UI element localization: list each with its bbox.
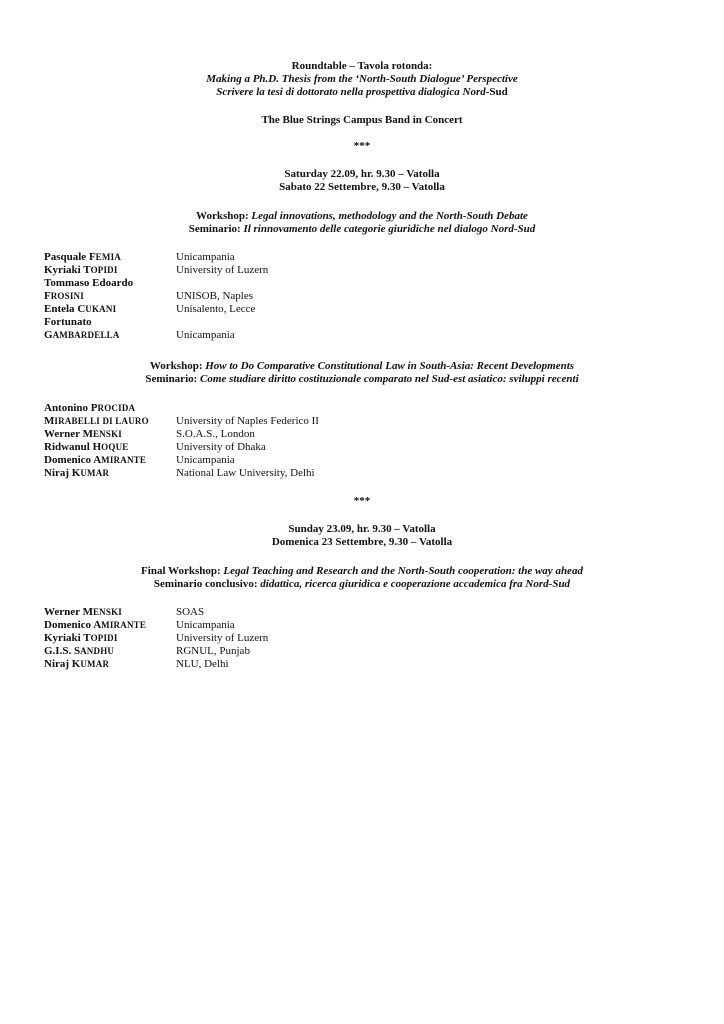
participant-first-name: Tommaso Edoardo — [44, 277, 134, 289]
participant-first-name: Domenico — [44, 619, 94, 631]
participant-affiliation: Unisalento, Lecce — [176, 303, 256, 315]
workshop2-title-it-line — [0, 373, 724, 386]
workshop3-title-en: Legal Teaching and Research and the North-South cooperation: the way ahead — [223, 565, 583, 577]
separator-2-text: *** — [353, 495, 371, 507]
participant-first-name: Domenico — [44, 454, 94, 466]
participant-surname-initial: A — [93, 454, 102, 466]
participant-affiliation: RGNUL, Punjab — [176, 645, 250, 657]
participant-surname-initial: A — [93, 619, 102, 631]
participant-surname-initial: F — [88, 251, 96, 263]
participant-name — [44, 402, 135, 415]
saturday-date-en: Saturday 22.09, hr. 9.30 – Vatolla — [284, 168, 440, 180]
participant-surname-rest: ROSINI — [50, 291, 84, 301]
participant-affiliation: University of Dhaka — [176, 441, 266, 453]
participant-affiliation: Unicampania — [176, 329, 235, 341]
participant-surname-initial: S — [73, 645, 81, 657]
roundtable-block — [0, 60, 724, 99]
participant-name — [44, 632, 118, 645]
participant-name — [44, 619, 146, 632]
participant-affiliation: NLU, Delhi — [176, 658, 229, 670]
participant-first-name: Entela — [44, 303, 78, 315]
participant-name — [44, 277, 133, 290]
workshop3-heading — [0, 565, 724, 591]
participant-affiliation: Unicampania — [176, 251, 235, 263]
workshop1-label-en: Workshop: — [196, 210, 252, 222]
saturday-block — [0, 168, 724, 194]
workshop3-label-it: Seminario conclusivo: — [153, 578, 261, 590]
workshop2-label-it: Seminario: — [145, 373, 201, 385]
participant-surname-initial: M — [44, 415, 55, 427]
participant-surname-rest: OQUE — [101, 442, 129, 452]
participant-name — [44, 454, 146, 467]
sunday-block — [0, 523, 724, 549]
participant-surname-initial: M — [82, 428, 93, 440]
participant-surname-initial: F — [44, 290, 51, 302]
participant-surname-initial: K — [71, 658, 81, 670]
roundtable-heading: Roundtable – Tavola rotonda: — [291, 60, 433, 72]
roundtable-title-it-italic: Scrivere la tesi di dottorato nella prospettiva dialogica Nord- — [216, 86, 490, 98]
participant-surname-rest: ANDHU — [80, 646, 115, 656]
participant-name — [44, 290, 84, 303]
sunday-date-it: Domenica 23 Settembre, 9.30 – Vatolla — [271, 536, 453, 548]
participant-name — [44, 329, 120, 342]
participant-name — [44, 467, 109, 480]
participant-affiliation: S.O.A.S., London — [176, 428, 255, 440]
participant-surname-rest: OPIDI — [90, 633, 118, 643]
workshop2-label-en: Workshop: — [149, 360, 206, 372]
participant-first-name: Fortunato — [44, 316, 92, 328]
participant-name — [44, 428, 122, 441]
workshop3-title-it: didattica, ricerca giuridica e cooperazione accademica fra Nord-Sud — [260, 578, 571, 590]
roundtable-title-it-tail: Sud — [489, 86, 508, 98]
participant-surname-initial: C — [77, 303, 86, 315]
workshop1-title-it: Il rinnovamento delle categorie giuridiche nel dialogo Nord-Sud — [243, 223, 536, 235]
participant-surname-rest: UMAR — [80, 468, 110, 478]
workshop2-title-en: How to Do Comparative Constitutional Law in South-Asia: Recent Developments — [205, 360, 575, 372]
participant-affiliation: Unicampania — [176, 619, 235, 631]
separator-1 — [0, 140, 724, 153]
participant-first-name: Werner — [44, 606, 83, 618]
participant-surname-initial: H — [92, 441, 102, 453]
participant-first-name: Pasquale — [44, 251, 89, 263]
participant-first-name: Kyriaki — [44, 632, 84, 644]
workshop2-title-it: Come studiare diritto costituzionale comparato nel Sud-est asiatico: sviluppi recenti — [200, 373, 579, 385]
participant-surname-rest: ENSKI — [92, 607, 122, 617]
participant-name — [44, 645, 114, 658]
participant-name — [44, 658, 109, 671]
participant-affiliation: University of Luzern — [176, 632, 269, 644]
workshop1-heading — [0, 210, 724, 236]
participant-first-name: Niraj — [44, 658, 72, 670]
participant-first-name: Kyriaki — [44, 264, 84, 276]
participant-name — [44, 415, 149, 428]
participant-surname-initial: T — [83, 264, 91, 276]
participant-surname-rest: ENSKI — [92, 429, 122, 439]
participant-surname-rest: MIRANTE — [101, 455, 147, 465]
workshop3-title-en-line — [0, 565, 724, 578]
participant-surname-rest: AMBARDELLA — [52, 330, 120, 340]
workshop1-title-en: Legal innovations, methodology and the North-South Debate — [251, 210, 528, 222]
sunday-date-en: Sunday 23.09, hr. 9.30 – Vatolla — [288, 523, 436, 535]
workshop1-label-it: Seminario: — [188, 223, 244, 235]
participant-affiliation: University of Naples Federico II — [176, 415, 319, 427]
participant-name — [44, 316, 92, 329]
saturday-date-it: Sabato 22 Settembre, 9.30 – Vatolla — [279, 181, 445, 193]
participant-first-name: Ridwanul — [44, 441, 93, 453]
participant-surname-initial: T — [83, 632, 91, 644]
participant-affiliation: SOAS — [176, 606, 205, 618]
participant-surname-initial: P — [90, 402, 98, 414]
concert-block — [0, 114, 724, 127]
participant-affiliation: Unicampania — [176, 454, 235, 466]
participant-first-name: G.I.S. — [44, 645, 74, 657]
participant-name — [44, 303, 116, 316]
participant-affiliation: University of Luzern — [176, 264, 269, 276]
workshop2-heading — [0, 360, 724, 386]
participant-name — [44, 251, 121, 264]
roundtable-title-it — [0, 86, 724, 99]
participant-surname-rest: UMAR — [80, 659, 110, 669]
workshop1-title-en-line — [0, 210, 724, 223]
participant-surname-rest: ROCIDA — [97, 403, 136, 413]
participant-first-name: Werner — [44, 428, 83, 440]
workshop1-title-it-line — [0, 223, 724, 236]
participant-first-name: Antonino — [44, 402, 91, 414]
participant-surname-rest: EMIA — [95, 252, 121, 262]
workshop3-title-it-line — [0, 578, 724, 591]
participant-affiliation: National Law University, Delhi — [176, 467, 315, 479]
workshop2-title-en-line — [0, 360, 724, 373]
participant-surname-initial: G — [44, 329, 53, 341]
participant-first-name: Niraj — [44, 467, 72, 479]
participant-surname-rest: IRABELLI DI LAURO — [54, 416, 149, 426]
participant-name — [44, 606, 122, 619]
participant-name — [44, 441, 128, 454]
separator-1-text: *** — [353, 140, 371, 152]
participant-surname-initial: K — [71, 467, 81, 479]
separator-2 — [0, 495, 724, 508]
participant-surname-rest: UKANI — [85, 304, 117, 314]
participant-affiliation: UNISOB, Naples — [176, 290, 253, 302]
participant-surname-rest: MIRANTE — [101, 620, 147, 630]
roundtable-title-en: Making a Ph.D. Thesis from the ‘North-South Dialogue’ Perspective — [206, 73, 518, 85]
participant-surname-initial: M — [82, 606, 93, 618]
concert-title: The Blue Strings Campus Band in Concert — [261, 114, 463, 126]
workshop3-label-en: Final Workshop: — [141, 565, 224, 577]
participant-name — [44, 264, 118, 277]
participant-surname-rest: OPIDI — [90, 265, 118, 275]
